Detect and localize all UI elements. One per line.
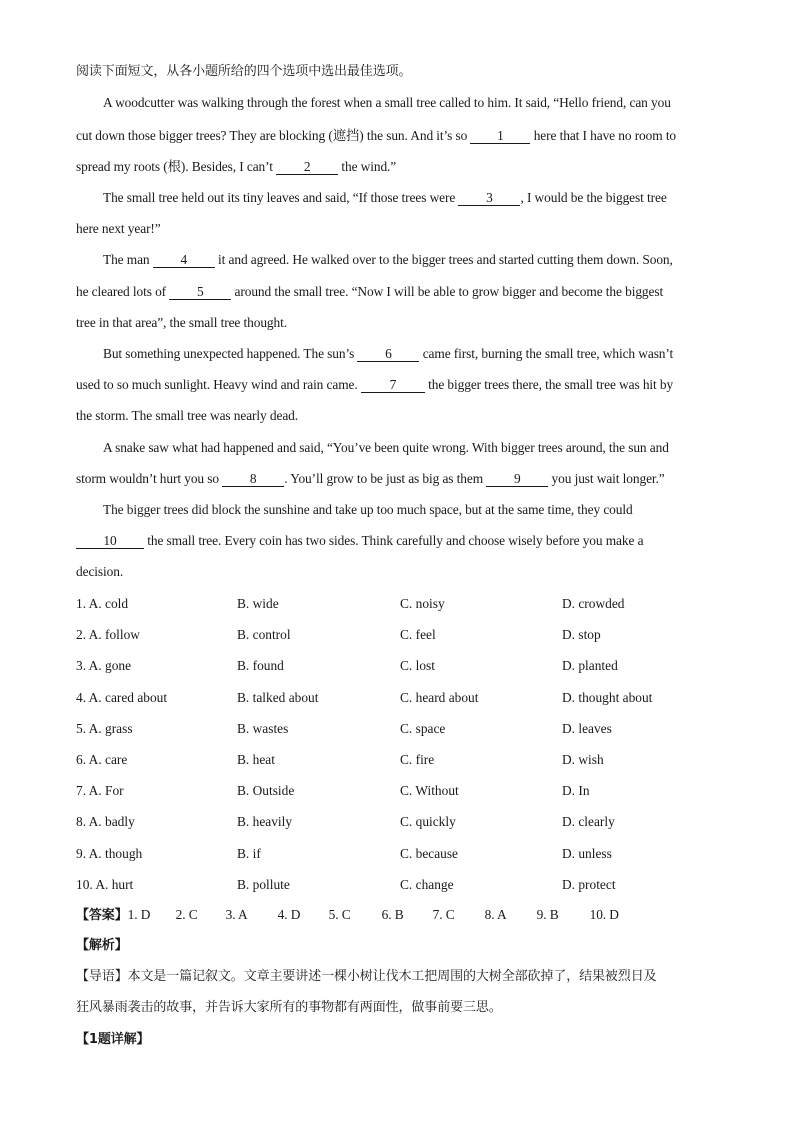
answer-item: 3. A bbox=[225, 907, 248, 922]
blank-9: 9 bbox=[486, 472, 548, 487]
instruction: 阅读下面短文，从各小题所给的四个选项中选出最佳选项。 bbox=[76, 64, 412, 79]
option-8-b: B. heavily bbox=[237, 814, 293, 830]
passage-line: decision. bbox=[76, 564, 124, 579]
passage-line bbox=[103, 251, 673, 269]
passage-line: here next year!” bbox=[76, 221, 161, 236]
text: , I would be the biggest tree bbox=[520, 190, 667, 205]
option-4-c: C. heard about bbox=[400, 689, 479, 705]
passage-line: A woodcutter was walking through the forest when a small tree called to him. It said, “Hello friend, can you bbox=[103, 95, 671, 110]
text: around the small tree. “Now I will be able to grow bigger and become the biggest bbox=[231, 284, 664, 299]
blank-2: 2 bbox=[276, 160, 338, 175]
option-2-b: B. control bbox=[237, 627, 291, 643]
blank-5: 5 bbox=[169, 285, 231, 300]
passage-line bbox=[76, 283, 663, 301]
passage-line bbox=[76, 127, 676, 145]
answer-item: 6. B bbox=[381, 907, 404, 922]
guide-line: 狂风暴雨袭击的故事，并告诉大家所有的事物都有两面性，做事前要三思。 bbox=[76, 1000, 502, 1015]
blank-7: 7 bbox=[361, 378, 425, 393]
option-9-c: C. because bbox=[400, 845, 459, 861]
option-4-a: 4. A. cared about bbox=[76, 689, 168, 705]
blank-10: 10 bbox=[76, 534, 144, 549]
option-9-d: D. unless bbox=[562, 845, 612, 861]
option-1-c: C. noisy bbox=[400, 596, 445, 611]
detail-label: 【1题详解】 bbox=[76, 1032, 150, 1047]
option-4-b: B. talked about bbox=[237, 689, 319, 705]
option-8-d: D. clearly bbox=[562, 814, 615, 830]
option-9-b: B. if bbox=[237, 845, 261, 861]
text: spread my roots (根). Besides, I can’t bbox=[76, 159, 277, 174]
text: you just wait longer.” bbox=[548, 471, 665, 486]
answer-item: 1. D bbox=[127, 907, 151, 922]
option-9-a: 9. A. though bbox=[76, 845, 143, 861]
analysis-label: 【解析】 bbox=[76, 938, 128, 953]
text: The small tree held out its tiny leaves and said, “If those trees were bbox=[103, 190, 459, 205]
text: the wind.” bbox=[338, 159, 397, 174]
answer-item: 9. B bbox=[536, 907, 559, 922]
answer-item: 7. C bbox=[432, 907, 455, 922]
option-7-a: 7. A. For bbox=[76, 783, 124, 799]
option-7-c: C. Without bbox=[400, 783, 459, 799]
option-1-d: D. crowded bbox=[562, 596, 625, 611]
blank-3: 3 bbox=[458, 191, 520, 206]
option-1-a: 1. A. cold bbox=[76, 596, 129, 611]
passage-line: tree in that area”, the small tree thought. bbox=[76, 315, 287, 330]
text: he cleared lots of bbox=[76, 284, 170, 299]
option-6-d: D. wish bbox=[562, 752, 604, 767]
option-6-b: B. heat bbox=[237, 752, 275, 767]
text: The man bbox=[103, 252, 153, 267]
option-8-c: C. quickly bbox=[400, 814, 456, 830]
option-7-b: B. Outside bbox=[237, 783, 295, 799]
option-6-a: 6. A. care bbox=[76, 752, 128, 767]
option-5-d: D. leaves bbox=[562, 720, 612, 736]
option-5-b: B. wastes bbox=[237, 720, 289, 736]
text: here that I have no room to bbox=[530, 128, 677, 143]
text: used to so much sunlight. Heavy wind and rain came. bbox=[76, 377, 361, 392]
passage-line bbox=[76, 532, 643, 550]
text: But something unexpected happened. The sun’s bbox=[103, 346, 358, 361]
text: the bigger trees there, the small tree was hit by bbox=[424, 377, 674, 392]
text: it and agreed. He walked over to the bigger trees and started cutting them down. Soon, bbox=[214, 252, 673, 267]
option-4-d: D. thought about bbox=[562, 689, 653, 705]
answer-item: 10. D bbox=[589, 907, 619, 922]
passage-line: the storm. The small tree was nearly dead. bbox=[76, 408, 299, 423]
option-5-a: 5. A. grass bbox=[76, 720, 133, 736]
option-10-c: C. change bbox=[400, 876, 454, 892]
option-1-b: B. wide bbox=[237, 596, 279, 611]
passage-line bbox=[76, 158, 396, 176]
answer-item: 5. C bbox=[328, 907, 351, 922]
blank-4: 4 bbox=[153, 253, 215, 268]
option-5-c: C. space bbox=[400, 720, 446, 736]
passage-line bbox=[103, 345, 673, 363]
passage-line: A snake saw what had happened and said, “You’ve been quite wrong. With bigger trees around, the sun and bbox=[103, 440, 669, 455]
passage-line bbox=[76, 470, 665, 488]
option-3-c: C. lost bbox=[400, 658, 435, 674]
text: cut down those bigger trees? They are blocking (遮挡) the sun. And it’s so bbox=[76, 128, 471, 143]
option-7-d: D. In bbox=[562, 783, 590, 799]
answer-item: 8. A bbox=[484, 907, 507, 922]
option-2-c: C. feel bbox=[400, 627, 436, 643]
option-3-a: 3. A. gone bbox=[76, 658, 132, 674]
option-10-a: 10. A. hurt bbox=[76, 876, 134, 892]
text: came first, burning the small tree, which wasn’t bbox=[419, 346, 674, 361]
text: . You’ll grow to be just as big as them bbox=[284, 471, 487, 486]
option-3-d: D. planted bbox=[562, 658, 618, 674]
option-2-a: 2. A. follow bbox=[76, 627, 140, 643]
option-6-c: C. fire bbox=[400, 752, 435, 767]
answer-item: 2. C bbox=[175, 907, 198, 922]
answer-label: 【答案】 bbox=[76, 908, 128, 923]
option-2-d: D. stop bbox=[562, 627, 601, 643]
answer-row bbox=[76, 906, 619, 925]
passage-line bbox=[103, 189, 667, 207]
passage-line: The bigger trees did block the sunshine and take up too much space, but at the same time, they could bbox=[103, 502, 633, 517]
option-10-d: D. protect bbox=[562, 876, 616, 892]
option-3-b: B. found bbox=[237, 658, 284, 674]
option-10-b: B. pollute bbox=[237, 876, 290, 892]
blank-6: 6 bbox=[357, 347, 419, 362]
text: storm wouldn’t hurt you so bbox=[76, 471, 223, 486]
blank-8: 8 bbox=[222, 472, 284, 487]
answer-item: 4. D bbox=[277, 907, 301, 922]
text: the small tree. Every coin has two sides. Think carefully and choose wisely before you make a bbox=[144, 533, 644, 548]
guide-line: 【导语】本文是一篇记叙文。文章主要讲述一棵小树让伐木工把周围的大树全部砍掉了，结果被烈日及 bbox=[76, 969, 657, 984]
passage-line bbox=[76, 376, 673, 394]
option-8-a: 8. A. badly bbox=[76, 814, 135, 830]
blank-1: 1 bbox=[470, 129, 530, 144]
